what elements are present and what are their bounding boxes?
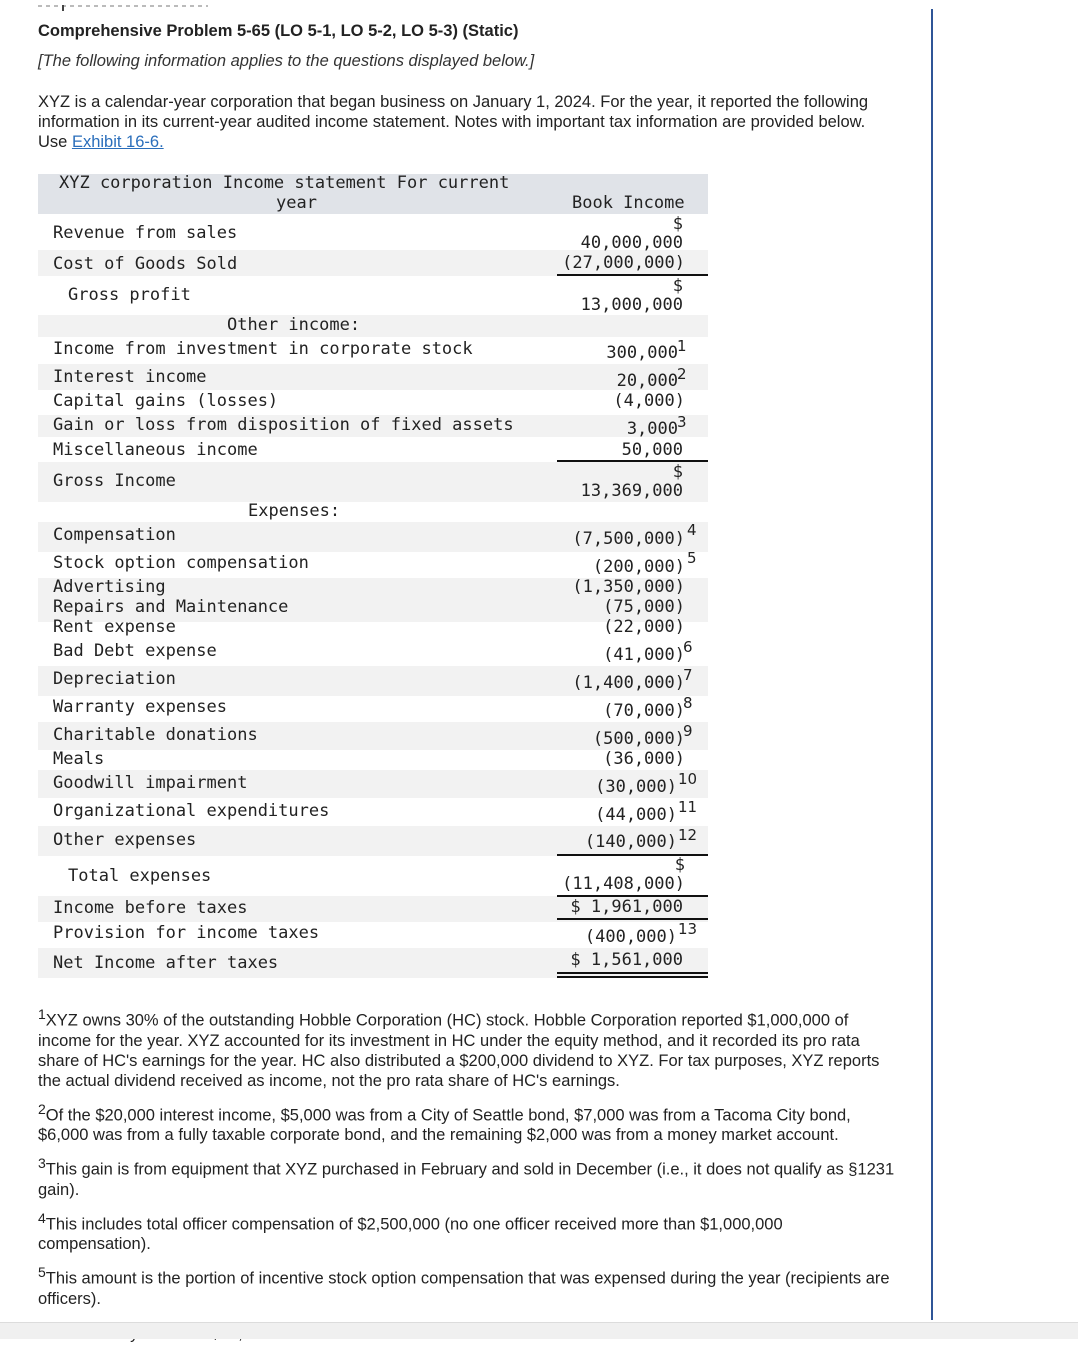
right-divider xyxy=(931,9,933,1320)
gross-income-dollar: $ xyxy=(672,462,683,482)
cogs-value: (27,000,000) xyxy=(562,253,685,273)
gross-profit-value: 13,000,000 xyxy=(580,295,683,315)
rent-value: (22,000) xyxy=(603,617,685,637)
rent-label: Rent expense xyxy=(53,617,176,637)
problem-intro xyxy=(38,92,898,152)
footnote-ref: 13 xyxy=(678,920,698,938)
other-expenses-label: Other expenses xyxy=(53,830,197,850)
repairs-value: (75,000) xyxy=(603,597,685,617)
footnote-ref: 2 xyxy=(677,365,687,383)
other-expenses-value: (140,000) xyxy=(584,832,677,852)
investment-income-label: Income from investment in corporate stock xyxy=(53,339,473,359)
charitable-label: Charitable donations xyxy=(53,725,258,745)
table-header-left-2: year xyxy=(276,193,317,213)
net-income-value: $ 1,561,000 xyxy=(570,950,683,970)
intro-text: XYZ is a calendar-year corporation that began business on January 1, 2024. For the year, it reported the following information in its current-year audited income statement. Notes with important tax information are provided below. Use xyxy=(38,93,869,151)
footnote-ref: 12 xyxy=(678,826,698,844)
footnote-ref: 6 xyxy=(683,638,693,656)
footnote xyxy=(38,1262,898,1309)
footnote-ref: 9 xyxy=(683,722,693,740)
footnote-text: This amount is the portion of incentive stock option compensation that was expensed during the year (recipients are officers). xyxy=(38,1269,890,1308)
exhibit-link[interactable]: Exhibit 16-6. xyxy=(71,133,164,151)
misc-income-value: 50,000 xyxy=(621,440,683,460)
provision-value: (400,000) xyxy=(584,927,677,947)
footnote-number: 3 xyxy=(38,1155,46,1171)
provision-label: Provision for income taxes xyxy=(53,923,320,943)
gross-profit-label: Gross profit xyxy=(68,285,191,305)
fixed-assets-label: Gain or loss from disposition of fixed assets xyxy=(53,415,514,435)
footnote-ref: 3 xyxy=(677,413,687,431)
footnote-ref: 1 xyxy=(677,337,687,355)
goodwill-value: (30,000) xyxy=(595,777,677,797)
advertising-value: (1,350,000) xyxy=(572,577,685,597)
footnotes xyxy=(38,1004,898,1351)
compensation-label: Compensation xyxy=(53,525,176,545)
gross-income-label: Gross Income xyxy=(53,471,176,491)
footnote-text: This gain is from equipment that XYZ purchased in February and sold in December (i.e., it does not qualify as §1231 gain). xyxy=(38,1160,895,1199)
footnote-number: 1 xyxy=(38,1006,46,1022)
top-mark xyxy=(62,5,64,11)
footnote xyxy=(38,1153,898,1200)
charitable-value: (500,000) xyxy=(592,729,685,749)
misc-income-label: Miscellaneous income xyxy=(53,440,258,460)
organizational-label: Organizational expenditures xyxy=(53,801,330,821)
total-expenses-value: (11,408,000) xyxy=(562,874,685,894)
footnote-ref: 7 xyxy=(683,666,693,684)
gross-profit-dollar: $ xyxy=(672,276,683,296)
footnote-ref: 10 xyxy=(678,770,698,788)
table-header-right: Book Income xyxy=(572,193,685,213)
income-before-taxes-label: Income before taxes xyxy=(53,898,248,918)
income-before-taxes-value: $ 1,961,000 xyxy=(570,897,683,917)
double-underline xyxy=(557,972,708,974)
compensation-value: (7,500,000) xyxy=(572,529,685,549)
footnote-ref: 5 xyxy=(687,549,697,567)
capital-gains-label: Capital gains (losses) xyxy=(53,391,279,411)
footnote xyxy=(38,1208,898,1255)
meals-label: Meals xyxy=(53,749,105,769)
footnote-ref: 4 xyxy=(687,521,697,539)
investment-income-value: 300,000 xyxy=(606,343,678,363)
revenue-value: 40,000,000 xyxy=(580,233,683,253)
warranty-label: Warranty expenses xyxy=(53,697,227,717)
underline xyxy=(557,460,708,462)
advertising-label: Advertising xyxy=(53,577,166,597)
footnote-text: This includes total officer compensation of $2,500,000 (no one officer received more than $1,000,000 compensation). xyxy=(38,1215,783,1253)
problem-title: Comprehensive Problem 5-65 (LO 5-1, LO 5-2, LO 5-3) (Static) xyxy=(38,22,519,40)
footnote-text: Of the $20,000 interest income, $5,000 was from a City of Seattle bond, $7,000 was from a Tacoma City bond, $6,000 was from a fully taxable corporate bond, and the remaining $2,000 was from a money market account. xyxy=(38,1106,851,1144)
depreciation-label: Depreciation xyxy=(53,669,176,689)
bad-debt-value: (41,000) xyxy=(603,645,685,665)
fixed-assets-value: 3,000 xyxy=(626,419,678,439)
revenue-label: Revenue from sales xyxy=(53,223,238,243)
gross-income-value: 13,369,000 xyxy=(580,481,683,501)
footnote-ref: 11 xyxy=(678,798,698,816)
footnote-ref: 8 xyxy=(683,694,693,712)
footnote-number: 2 xyxy=(38,1100,46,1117)
footnote-number: 4 xyxy=(38,1209,46,1226)
interest-income-label: Interest income xyxy=(53,367,207,387)
stock-option-label: Stock option compensation xyxy=(53,553,309,573)
footnote-text: XYZ owns 30% of the outstanding Hobble Corporation (HC) stock. Hobble Corporation reported $1,000,000 of income for the year. XYZ accounted for its investment in HC under the equity method, and it recorded its pro rata share of HC's earnings for the year. HC also distributed a $200,000 dividend to XYZ. For tax purposes, XYZ reports the actual dividend received as income, not the pro rata share of HC's earnings. xyxy=(38,1011,880,1090)
underline xyxy=(557,274,708,276)
footnote xyxy=(38,1099,898,1146)
revenue-dollar: $ xyxy=(672,214,683,234)
net-income-label: Net Income after taxes xyxy=(53,953,279,973)
interest-income-value: 20,000 xyxy=(616,371,678,391)
depreciation-value: (1,400,000) xyxy=(572,673,685,693)
goodwill-label: Goodwill impairment xyxy=(53,773,248,793)
total-expenses-label: Total expenses xyxy=(68,866,212,886)
total-expenses-dollar: $ xyxy=(674,855,685,875)
double-underline xyxy=(557,976,708,978)
meals-value: (36,000) xyxy=(603,749,685,769)
underline xyxy=(557,854,708,856)
warranty-value: (70,000) xyxy=(603,701,685,721)
bottom-scroll-area[interactable] xyxy=(0,1322,1078,1339)
problem-subtitle: [The following information applies to the questions displayed below.] xyxy=(38,52,535,70)
cogs-label: Cost of Goods Sold xyxy=(53,254,238,274)
stock-option-value: (200,000) xyxy=(592,557,685,577)
footnote xyxy=(38,1004,898,1091)
bad-debt-label: Bad Debt expense xyxy=(53,641,217,661)
footnote-number: 5 xyxy=(38,1264,46,1280)
table-header-left: XYZ corporation Income statement For current xyxy=(59,173,510,193)
expenses-heading: Expenses: xyxy=(248,501,341,521)
capital-gains-value: (4,000) xyxy=(613,391,685,411)
organizational-value: (44,000) xyxy=(595,805,677,825)
other-income-heading: Other income: xyxy=(227,315,361,335)
repairs-label: Repairs and Maintenance xyxy=(53,597,289,617)
row-band xyxy=(38,315,708,337)
